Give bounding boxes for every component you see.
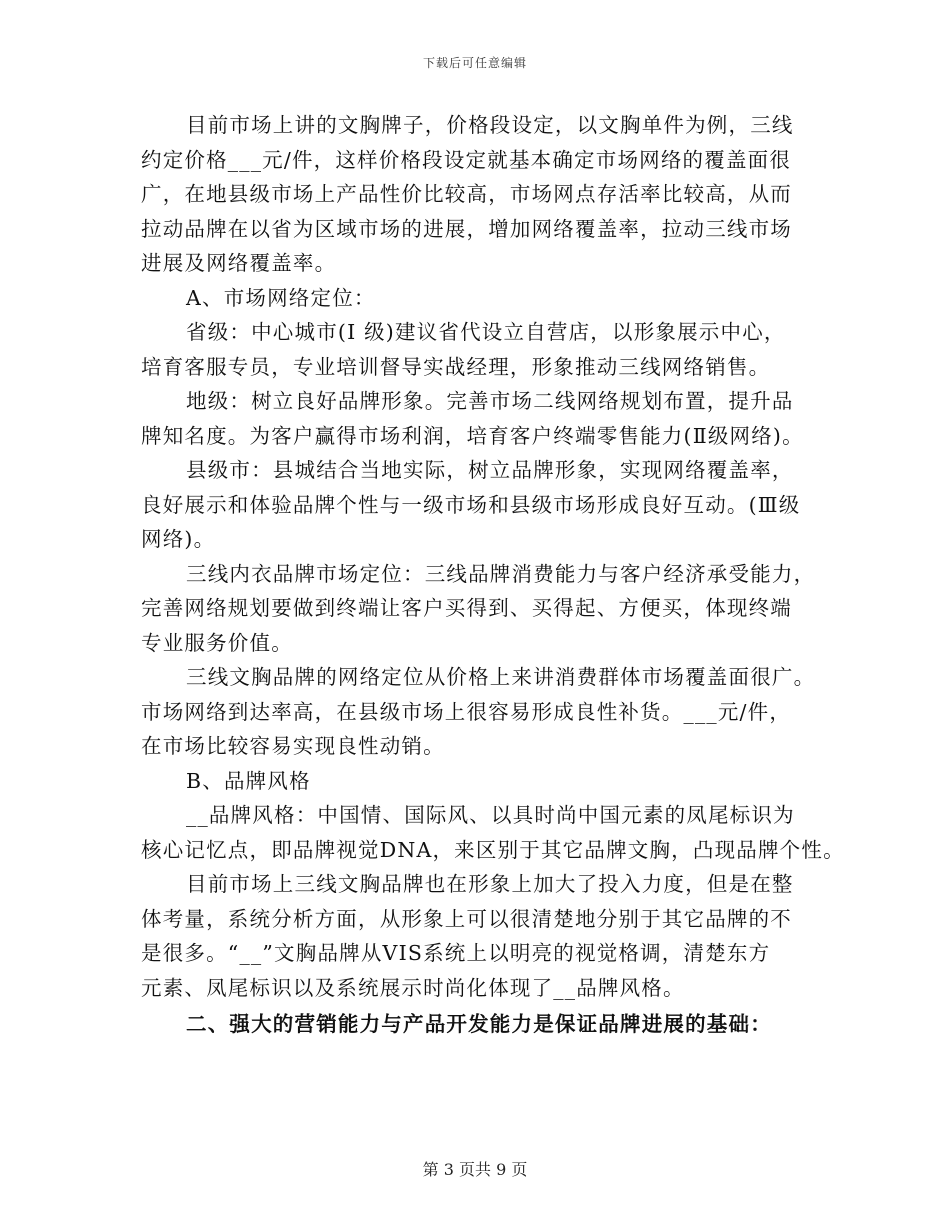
text-line: __品牌风格：中国情、国际风、以具时尚中国元素的凤尾标识为	[186, 803, 795, 827]
text-line: 完善网络规划要做到终端让客户买得到、买得起、方便买，体现终端	[141, 596, 792, 620]
text-line: 省级：中心城市(Ⅰ 级)建议省代设立自营店，以形象展示中心，	[186, 320, 786, 344]
text-line: 进展及网络覆盖率。	[141, 251, 337, 275]
paragraph-county-level	[141, 453, 826, 557]
paragraph-province-level	[141, 315, 826, 384]
text-line: 网络)。	[141, 527, 216, 551]
paragraph-third-tier-positioning	[141, 557, 826, 661]
section-heading-b	[141, 764, 826, 799]
paragraph-brand-style	[141, 798, 845, 867]
text-line: 拉动品牌在以省为区域市场的进展，增加网络覆盖率，拉动三线市场	[141, 216, 792, 241]
section-heading-a	[141, 281, 826, 316]
text-line: 专业服务价值。	[141, 630, 293, 655]
text-line: B、品牌风格	[186, 768, 311, 793]
page-footer: 第 3 页共 9 页	[422, 1160, 528, 1179]
text-line: 市场网络到达率高，在县级市场上很容易形成良性补货。___元/件，	[141, 699, 792, 724]
text-line: 良好展示和体验品牌个性与一级市场和县级市场形成良好互动。(Ⅲ级	[141, 492, 801, 517]
document-body	[141, 108, 845, 1042]
text-line: 体考量，系统分析方面，从形象上可以很清楚地分别于其它品牌的不	[141, 906, 792, 931]
text-line: A、市场网络定位：	[186, 285, 376, 310]
paragraph-brand-image	[141, 867, 826, 1005]
text-line: 三线文胸品牌的网络定位从价格上来讲消费群体市场覆盖面很广。	[186, 665, 816, 689]
paragraph-price-positioning	[141, 108, 826, 281]
text-line: 三线内衣品牌市场定位：三线品牌消费能力与客户经济承受能力，	[186, 561, 816, 586]
text-line: 广，在地县级市场上产品性价比较高，市场网点存活率比较高，从而	[141, 182, 792, 206]
text-line: 元素、凤尾标识以及系统展示时尚化体现了__品牌风格。	[141, 975, 685, 1000]
paragraph-network-positioning	[141, 660, 826, 764]
text-line: 是很多。“__”文胸品牌从VIS系统上以明亮的视觉格调，清楚东方	[141, 941, 771, 965]
text-line: 地级：树立良好品牌形象。完善市场二线网络规划布置，提升品	[186, 389, 794, 413]
text-line: 目前市场上三线文胸品牌也在形象上加大了投入力度，但是在整	[186, 872, 794, 896]
text-line: 二、强大的营销能力与产品开发能力是保证品牌进展的基础：	[186, 1012, 772, 1036]
text-line: 培育客服专员，专业培训督导实战经理，形象推动三线网络销售。	[141, 354, 771, 379]
text-line: 目前市场上讲的文胸牌子，价格段设定，以文胸单件为例，三线	[186, 113, 794, 137]
text-line: 牌知名度。为客户赢得市场利润，培育客户终端零售能力(Ⅱ级网络)。	[141, 423, 804, 448]
page-header: 下载后可任意编辑	[422, 56, 527, 70]
text-line: 约定价格___元/件，这样价格段设定就基本确定市场网络的覆盖面很	[141, 147, 792, 172]
paragraph-prefecture-level	[141, 384, 826, 453]
text-line: 核心记忆点，即品牌视觉DNA，来区别于其它品牌文胸，凸现品牌个性。	[141, 837, 845, 862]
section-heading-2	[141, 1007, 826, 1042]
text-line: 在市场比较容易实现良性动销。	[141, 734, 445, 758]
text-line: 县级市：县城结合当地实际，树立品牌形象，实现网络覆盖率，	[186, 458, 794, 482]
